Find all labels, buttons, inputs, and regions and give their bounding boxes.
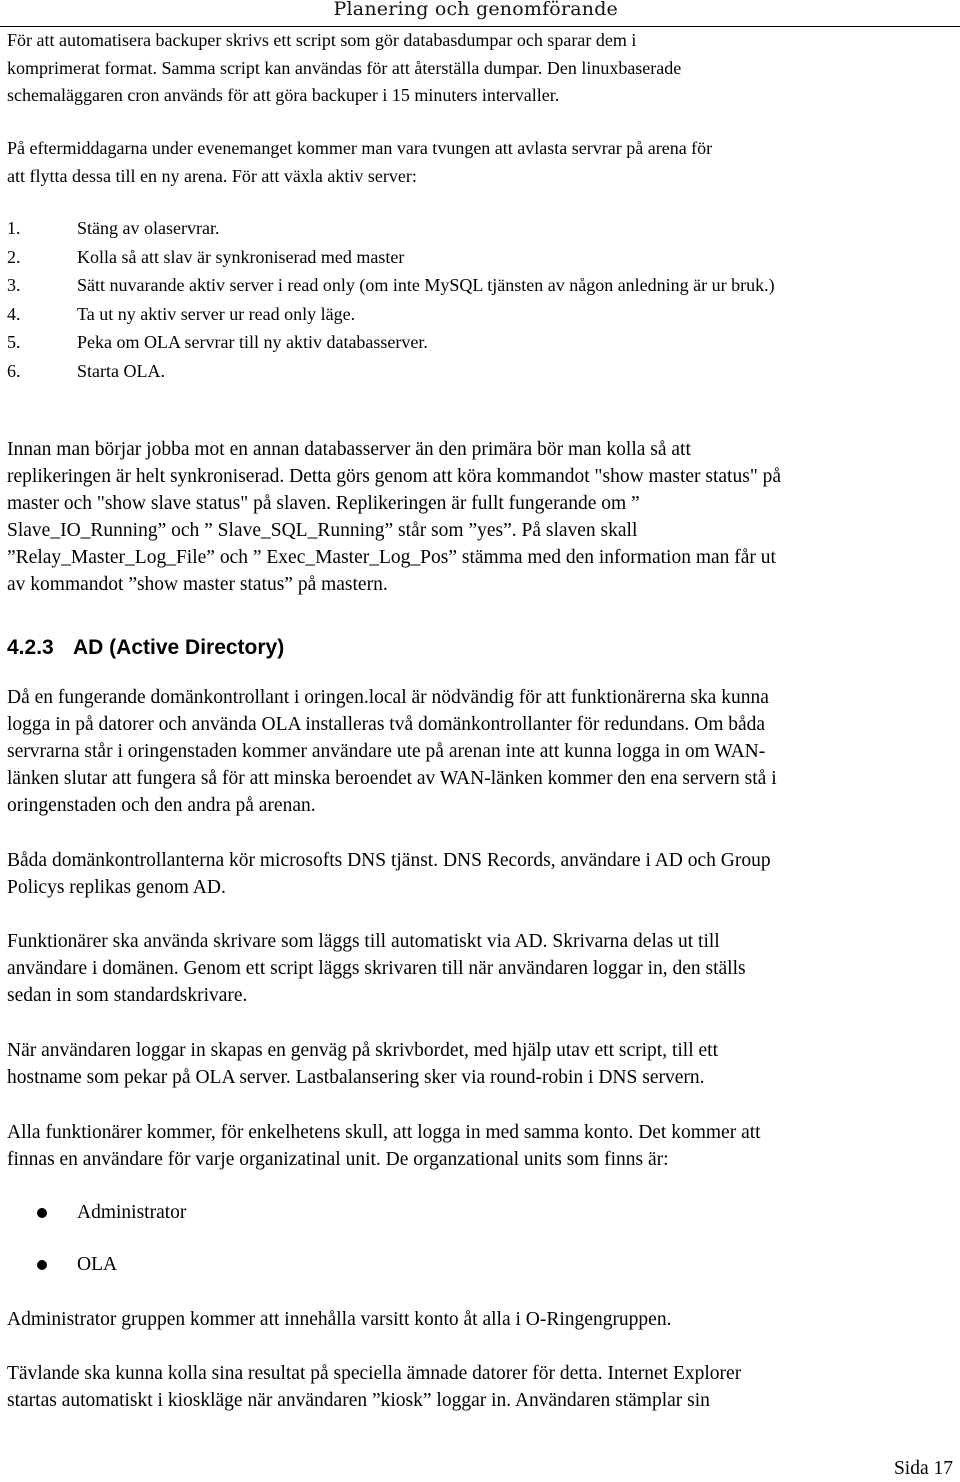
paragraph-kiosk	[7, 1360, 952, 1414]
text-line: Tävlande ska kunna kolla sina resultat på speciella ämnade datorer för detta. Internet Explorer	[7, 1363, 742, 1384]
section-title: AD (Active Directory)	[73, 636, 285, 659]
paragraph-admin-group	[7, 1306, 952, 1333]
paragraph-printers	[7, 928, 952, 1009]
text-line: För att automatisera backuper skrivs ett script som gör databasdumpar och sparar dem i	[7, 30, 637, 50]
text-line: På eftermiddagarna under evenemanget kommer man vara tvungen att avlasta servrar på arena för	[7, 138, 713, 158]
list-item	[7, 271, 952, 300]
list-text: Stäng av olaservrar.	[77, 218, 220, 238]
list-text: Peka om OLA servrar till ny aktiv databasserver.	[77, 332, 428, 352]
section-heading	[7, 634, 284, 662]
text-line: finnas en användare för varje organizatinal unit. De organzational units som finns är:	[7, 1149, 669, 1170]
list-item	[7, 243, 952, 272]
list-text: Starta OLA.	[77, 360, 165, 381]
text-line: Då en fungerande domänkontrollant i oringen.local är nödvändig för att funktionärerna ska kunna	[7, 687, 769, 708]
text-line: Alla funktionärer kommer, för enkelhetens skull, att logga in med samma konto. Det kommer att	[7, 1122, 761, 1143]
paragraph-switch-server	[7, 135, 952, 190]
text-line: När användaren loggar in skapas en genväg på skrivbordet, med hjälp utav ett script, till ett	[7, 1040, 718, 1061]
list-item	[7, 300, 952, 329]
list-item	[7, 357, 952, 386]
list-item	[7, 328, 952, 357]
text-line: logga in på datorer och använda OLA installeras två domänkontrollanter för redundans. Om båda	[7, 714, 766, 735]
paragraph-domain-controllers	[7, 684, 952, 819]
text-line: sedan in som standardskrivare.	[7, 985, 248, 1006]
section-number: 4.2.3	[7, 636, 54, 659]
list-item	[37, 1254, 117, 1276]
page-number: Sida 17	[893, 1458, 953, 1479]
list-text: Kolla så att slav är synkroniserad med master	[77, 246, 405, 267]
text-line: hostname som pekar på OLA server. Lastbalansering sker via round-robin i DNS servern.	[7, 1067, 705, 1088]
text-line: Slave_IO_Running” och ” Slave_SQL_Running” står som ”yes”. På slaven skall	[7, 520, 638, 541]
text-line: användare i domänen. Genom ett script läggs skrivaren till när användaren loggar in, den ställs	[7, 958, 746, 979]
text-line: ”Relay_Master_Log_File” och ” Exec_Master_Log_Pos” stämma med den information man får ut	[7, 547, 776, 568]
text-line: master och "show slave status" på slaven. Replikeringen är fullt fungerande om ”	[7, 493, 640, 514]
paragraph-dns	[7, 847, 952, 901]
text-line: att flytta dessa till en ny arena. För att växla aktiv server:	[7, 165, 417, 186]
text-line: replikeringen är helt synkroniserad. Detta görs genom att köra kommandot "show master status" på	[7, 466, 782, 487]
list-number: 6.	[7, 360, 21, 381]
text-line: länken slutar att fungera så för att minska beroendet av WAN-länken kommer den ena servern stå i	[7, 768, 777, 789]
list-item	[37, 1202, 186, 1224]
bullet-icon	[37, 1208, 47, 1218]
text-line: Innan man börjar jobba mot en annan databasserver än den primära bör man kolla så att	[7, 439, 691, 460]
text-line: Administrator gruppen kommer att innehålla varsitt konto åt alla i O-Ringengruppen.	[7, 1309, 672, 1330]
text-line: Funktionärer ska använda skrivare som läggs till automatiskt via AD. Skrivarna delas ut till	[7, 931, 720, 952]
list-number: 3.	[7, 275, 21, 295]
list-number: 1.	[7, 218, 21, 238]
text-line: servrarna står i oringenstaden kommer användare ute på arenan inte att kunna logga in om WAN-	[7, 741, 766, 762]
paragraph-shortcut	[7, 1037, 952, 1091]
list-item	[7, 214, 952, 243]
paragraph-replication	[7, 436, 952, 598]
list-number: 5.	[7, 332, 21, 352]
page-header	[0, 0, 960, 27]
text-line: schemaläggaren cron används för att göra backuper i 15 minuters intervaller.	[7, 85, 560, 105]
list-text: OLA	[77, 1254, 118, 1275]
paragraph-backup	[7, 27, 952, 110]
text-line: Policys replikas genom AD.	[7, 877, 226, 898]
list-number: 4.	[7, 303, 21, 324]
list-number: 2.	[7, 246, 21, 267]
text-line: av kommandot ”show master status” på mastern.	[7, 574, 388, 595]
text-line: Båda domänkontrollanterna kör microsofts DNS tjänst. DNS Records, användare i AD och Group	[7, 850, 771, 871]
header-title: Planering och genomförande	[333, 0, 618, 20]
bullet-icon	[37, 1260, 47, 1270]
list-text: Sätt nuvarande aktiv server i read only (om inte MySQL tjänsten av någon anledning är ur bruk.)	[77, 275, 775, 295]
list-text: Administrator	[77, 1202, 187, 1223]
list-text: Ta ut ny aktiv server ur read only läge.	[77, 303, 356, 324]
text-line: oringenstaden och den andra på arenan.	[7, 795, 316, 816]
paragraph-accounts	[7, 1119, 952, 1173]
text-line: komprimerat format. Samma script kan användas för att återställa dumpar. Den linuxbaserade	[7, 57, 682, 78]
steps-list	[7, 214, 952, 385]
text-line: startas automatiskt i kioskläge när användaren ”kiosk” loggar in. Användaren stämplar sin	[7, 1390, 710, 1411]
